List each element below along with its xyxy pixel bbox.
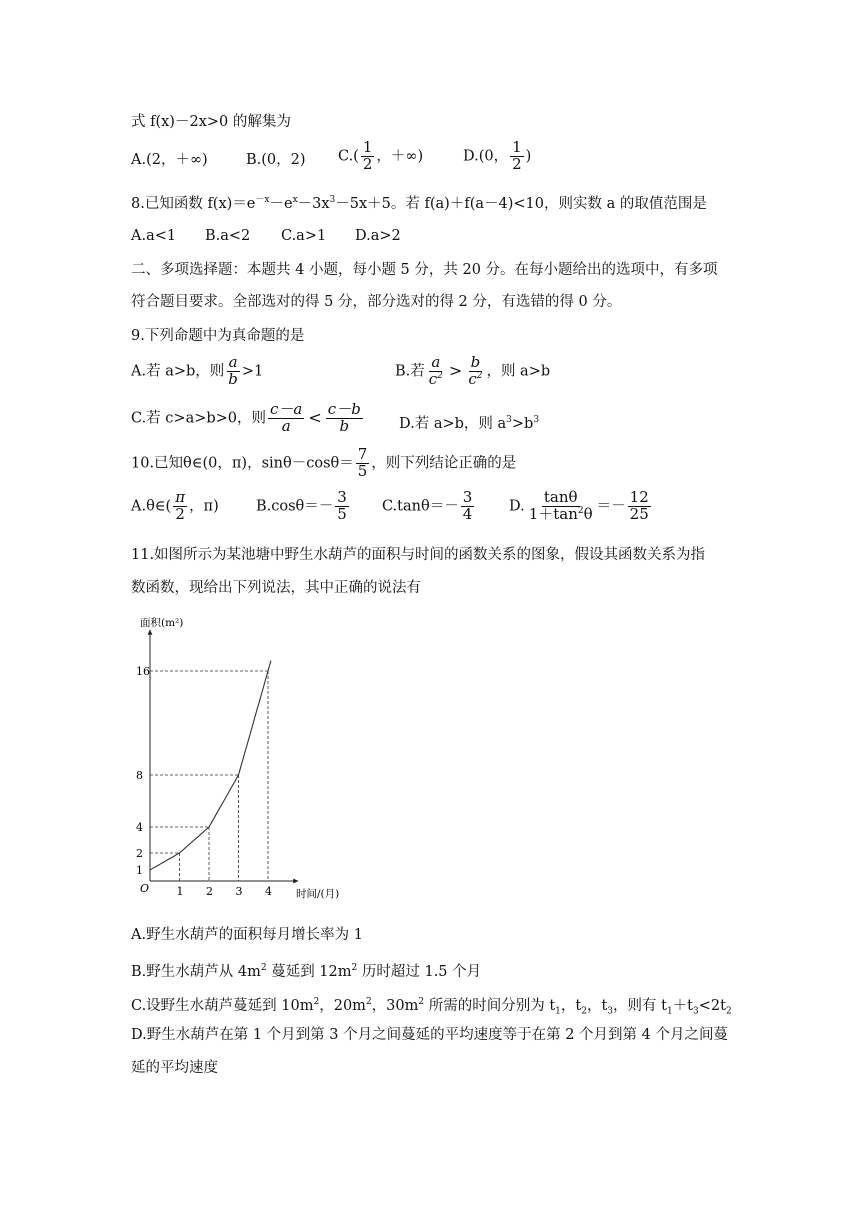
x-tick-label: 2 [206,885,213,898]
q8-option-a: A.a<1 [131,228,177,244]
q7-option-b: B.(0，2) [246,152,306,168]
q8-option-c: C.a>1 [281,228,327,244]
x-tick-label: 1 [176,885,184,898]
x-tick-label: 4 [265,885,272,898]
y-axis-label: 面积(m²) [140,617,184,629]
q9-option-d: D.若 a>b，则 $a^3>b^3$ [399,415,540,432]
y-tick-label: 2 [136,847,143,860]
q7-option-a: A.(2，＋∞) [131,152,208,168]
q9-stem: 9.下列命题中为真命题的是 [131,328,305,344]
q11-stem-line1: 11.如图所示为某池塘中野生水葫芦的面积与时间的函数关系的图象，假设其函数关系为指 [131,547,706,563]
q11-stem-line2: 数函数，现给出下列说法，其中正确的说法有 [131,580,421,596]
y-tick-label: 16 [136,665,150,678]
q11-option-d-line1: D.野生水葫芦在第 1 个月到第 3 个月之间蔓延的平均速度等于在第 2 个月到第 4 个月之间蔓 [131,1027,728,1043]
x-axis-label: 时间/(月) [296,888,340,900]
q7-stem-tail: 式 f(x)－2x>0 的解集为 [131,114,291,130]
q11-option-a: A.野生水葫芦的面积每月增长率为 1 [131,927,363,943]
section2-heading: 二、多项选择题：本题共 4 小题，每小题 5 分，共 20 分。在每小题给出的选项中，有多项 [131,262,718,278]
q8-stem: 8.已知函数 $f(x)=e^{-x}-e^x-3x^3-5x+5$。若 f(a)＋f(a－4)<10，则实数 a 的取值范围是 [131,195,707,212]
q9-option-c: C.若 c>a>b>0，则 $\frac{c-a}{a}$ < $\frac{c-b}{b}$ [131,400,361,435]
fraction-half: $\frac{1}{2}$ [362,138,373,173]
section2-instructions: 符合题目要求。全部选对的得 5 分，部分选对的得 2 分，有选错的得 0 分。 [131,294,622,310]
y-tick-label: 1 [136,864,143,877]
q10-option-b: B.cosθ＝－ $\frac{3}{5}$ [256,488,347,523]
x-tick-label: 3 [235,885,243,898]
q11-option-d-line2: 延的平均速度 [131,1060,218,1076]
q10-option-a: A.θ∈( $\frac{\pi}{2}$ ，π) [131,488,219,523]
q10-option-d: D. $\frac{\tan\theta}{1+\tan^2\theta}$ ＝－ $\frac{12}{25}$ [509,488,649,523]
y-tick-label: 4 [136,821,143,834]
origin-label: O [140,882,150,895]
q7-option-c: C.( $\frac{1}{2}$ ，＋∞) [338,138,424,173]
q11-option-c: C.设野生水葫芦蔓延到 $10m^2$，$20m^2$，$30m^2$ 所需的时间分别为 $t_1$，$t_2$，$t_3$，则有 $t_1+t_3<2t_2$ [131,997,732,1017]
y-tick-label: 8 [136,769,143,782]
q10-stem: 10.已知θ∈(0，π)，sinθ－cosθ＝ $\frac{7}{5}$ ，则下列结论正确的是 [131,445,517,480]
q10-option-c: C.tanθ＝－ $\frac{3}{4}$ [382,488,473,523]
growth-chart [130,608,370,908]
q8-option-b: B.a<2 [205,228,251,244]
q9-option-a: A.若 a>b，则 $\frac{a}{b}$ >1 [131,353,264,388]
q7-option-d: D.(0， $\frac{1}{2}$ ) [463,138,532,173]
q11-option-b: B.野生水葫芦从 $4m^2$ 蔓延到 $12m^2$ 历时超过 1.5 个月 [131,963,482,980]
q8-option-d: D.a>2 [355,228,401,244]
series-curve [150,661,271,870]
q9-option-b: B.若 $\frac{a}{c^2}$ > $\frac{b}{c^2}$ ，则 a>b [395,353,551,388]
fraction-half: $\frac{1}{2}$ [512,138,522,173]
